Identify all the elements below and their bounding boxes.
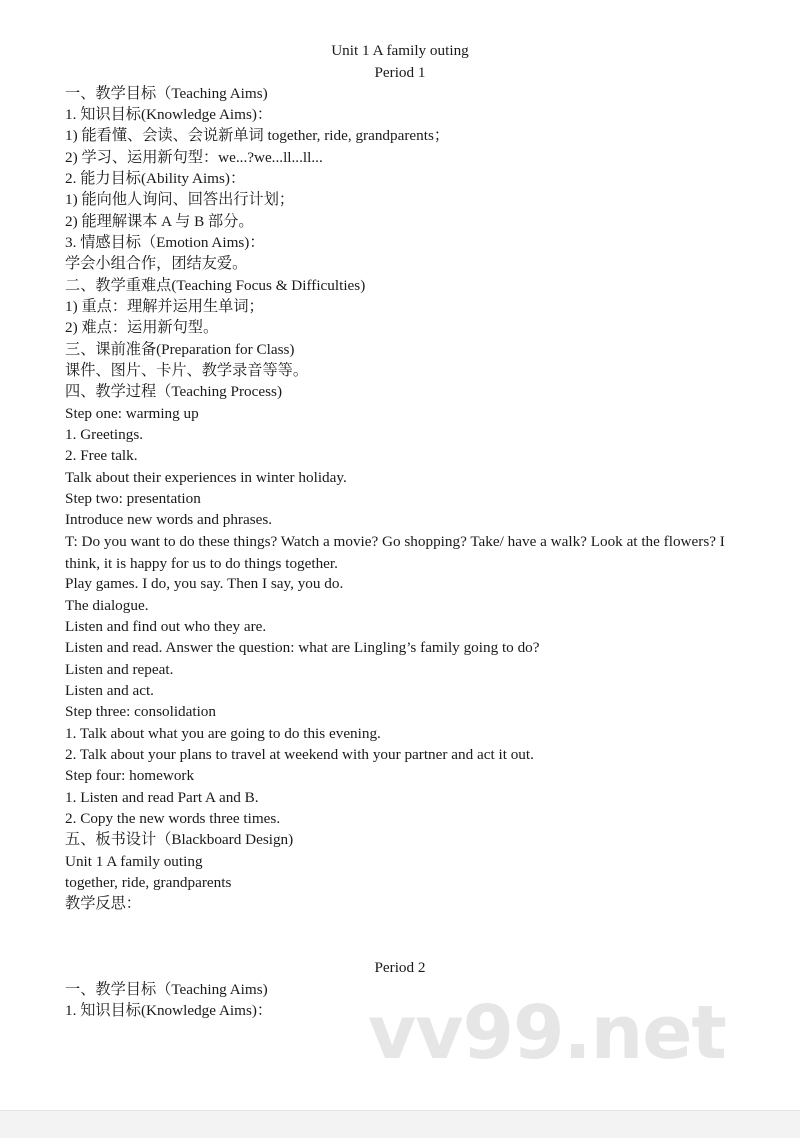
paragraph: 教学反思： <box>65 895 141 912</box>
section-heading: 三、课前准备(Preparation for Class) <box>65 341 295 358</box>
period-heading: Period 2 <box>374 959 426 976</box>
step-heading: Step three: consolidation <box>65 703 216 720</box>
watermark: vv99.net <box>368 990 726 1076</box>
paragraph: 2. Talk about your plans to travel at weekend with your partner and act it out. <box>65 746 534 763</box>
section-heading: 一、教学目标（Teaching Aims) <box>65 981 268 998</box>
paragraph: Unit 1 A family outing <box>65 853 203 870</box>
step-heading: Step four: homework <box>65 767 195 784</box>
list-item: 1) 能看懂、会读、会说新单词 together, ride, grandparents； <box>65 127 450 144</box>
paragraph: Introduce new words and phrases. <box>65 511 273 528</box>
list-item: 2) 学习、运用新句型：we...?we...ll...ll... <box>65 149 323 166</box>
paragraph: 1. Greetings. <box>65 426 144 443</box>
paragraph: 课件、图片、卡片、教学录音等等。 <box>65 362 308 379</box>
paragraph: Talk about their experiences in winter holiday. <box>65 469 347 486</box>
paragraph: Listen and act. <box>65 682 154 699</box>
section-heading: 一、教学目标（Teaching Aims) <box>65 85 268 102</box>
paragraph: 1. Listen and read Part A and B. <box>65 789 259 806</box>
list-item: 2) 难点：运用新句型。 <box>65 319 219 336</box>
subsection-heading: 1. 知识目标(Knowledge Aims)： <box>65 1002 273 1019</box>
subsection-heading: 3. 情感目标（Emotion Aims)： <box>65 234 265 251</box>
list-item: 1) 能向他人询问、回答出行计划； <box>65 191 295 208</box>
page-bottom-strip <box>0 1110 800 1138</box>
section-heading: 五、板书设计（Blackboard Design) <box>65 831 294 848</box>
paragraph: Play games. I do, you say. Then I say, you do. <box>65 575 344 592</box>
paragraph: Listen and read. Answer the question: what are Lingling’s family going to do? <box>65 639 540 656</box>
list-item: 2) 能理解课本 A 与 B 部分。 <box>65 213 254 230</box>
paragraph: 1. Talk about what you are going to do this evening. <box>65 725 381 742</box>
paragraph: Listen and find out who they are. <box>65 618 267 635</box>
subsection-heading: 2. 能力目标(Ability Aims)： <box>65 170 246 187</box>
section-heading: 二、教学重难点(Teaching Focus & Difficulties) <box>65 277 366 294</box>
paragraph: Listen and repeat. <box>65 661 174 678</box>
paragraph: 2. Free talk. <box>65 447 138 464</box>
paragraph: 学会小组合作，团结友爱。 <box>65 255 248 272</box>
paragraph: together, ride, grandparents <box>65 874 232 891</box>
step-heading: Step one: warming up <box>65 405 199 422</box>
list-item: 1) 重点：理解并运用生单词； <box>65 298 264 315</box>
paragraph: T: Do you want to do these things? Watch a movie? Go shopping? Take/ have a walk? Look at the flowers? I think, it is happy for us to do things together. <box>65 533 725 572</box>
step-heading: Step two: presentation <box>65 490 201 507</box>
section-heading: 四、教学过程（Teaching Process) <box>65 383 283 400</box>
paragraph: The dialogue. <box>65 597 149 614</box>
paragraph: 2. Copy the new words three times. <box>65 810 281 827</box>
period-heading: Period 1 <box>374 64 426 81</box>
document-title: Unit 1 A family outing <box>331 42 469 59</box>
subsection-heading: 1. 知识目标(Knowledge Aims)： <box>65 106 273 123</box>
